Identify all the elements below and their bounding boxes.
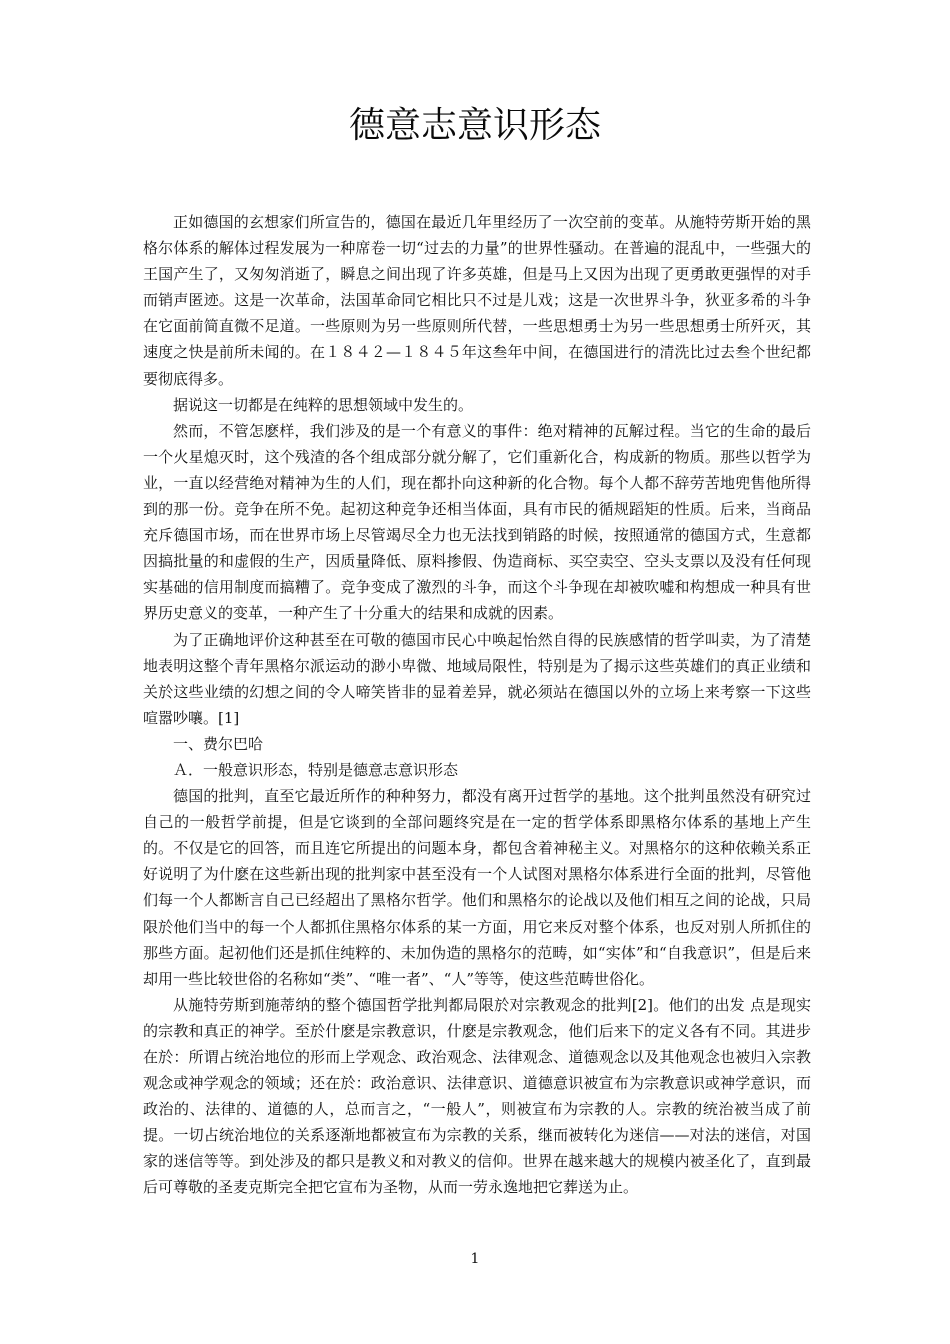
page-number: 1 [470, 1251, 480, 1267]
paragraph-intro: 正如德国的玄想家们所宣告的，德国在最近几年里经历了一次空前的变革。从施特劳斯开始的黑格尔体系的解体过程发展为一种席卷一切“过去的力量”的世界性骚动。在普遍的混乱中，一些强大的王国产生了，又匆匆消逝了，瞬息之间出现了许多英雄，但是马上又因为出现了更勇敢更强悍的对手而销声匿迹。这是一次革命，法国革命同它相比只不过是儿戏；这是一次世界斗争，狄亚多希的斗争在它面前简直微不足道。一些原则为另一些原则所代替，一些思想勇士为另一些思想勇士所歼灭，其速度之快是前所未闻的。在１８４２—１８４５年这叁年中间，在德国进行的清洗比过去叁个世纪都要彻底得多。 [143, 213, 811, 388]
document-title: 德意志意识形态 [348, 105, 601, 146]
paragraph-german-criticism: 德国的批判，直至它最近所作的种种努力，都没有离开过哲学的基地。这个批判虽然没有研究过自己的一般哲学前提，但是它谈到的全部问题终究是在一定的哲学体系即黑格尔体系的基地上产生的。不仅是它的回答，而且连它所提出的问题本身，都包含着神秘主义。对黑格尔的这种依赖关系正好说明了为什麽在这些新出现的批判家中甚至没有一个人试图对黑格尔体系进行全面的批判，尽管他们每一个人都断言自己已经超出了黑格尔哲学。他们和黑格尔的论战以及他们相互之间的论战，只局限於他们当中的每一个人都抓住黑格尔体系的某一方面，用它来反对整个体系，也反对别人所抓住的那些方面。起初他们还是抓住纯粹的、未加伪造的黑格尔的范畴，如“实体”和“自我意识”，但是后来却用一些比较世俗的名称如“类”、“唯一者”、“人”等等，使这些范畴世俗化。 [143, 787, 811, 988]
subsection-heading-ideology: Ａ．一般意识形态，特别是德意志意识形态 [173, 760, 459, 779]
paragraph-religious-critique: 从施特劳斯到施蒂纳的整个德国哲学批判都局限於对宗教观念的批判[2]。他们的出发 点是现实的宗教和真正的神学。至於什麽是宗教意识，什麽是宗教观念，他们后来下的定义各有不同。其进步在於：所谓占统治地位的形而上学观念、政治观念、法律观念、道德观念以及其他观念也被归入宗教观念或神学观念的领域；还在於：政治意识、法律意识、道德意识被宣布为宗教意识或神学意识，而政治的、法律的、道德的人，总而言之，“一般人”，则被宣布为宗教的人。宗教的统治被当成了前提。一切占统治地位的关系逐渐地都被宣布为宗教的关系，继而被转化为迷信——对法的迷信，对国家的迷信等等。到处涉及的都只是教义和对教义的信仰。世界在越来越大的规模内被圣化了，直到最后可尊敬的圣麦克斯完全把它宣布为圣物，从而一劳永逸地把它葬送为止。 [143, 995, 811, 1197]
section-heading-feuerbach: 一、费尔巴哈 [173, 734, 264, 753]
paragraph-evaluation: 为了正确地评价这种甚至在可敬的德国市民心中唤起怡然自得的民族感情的哲学叫卖，为了清楚地表明这整个青年黑格尔派运动的渺小卑微、地域局限性，特别是为了揭示这些英雄们的真正业绩和关於这些业绩的幻想之间的令人啼笑皆非的显着差异，就必须站在德国以外的立场上来考察一下这些喧嚣吵嚷。[1] [143, 630, 811, 727]
paragraph-absolute-spirit: 然而，不管怎麽样，我们涉及的是一个有意义的事件：绝对精神的瓦解过程。当它的生命的最后一个火星熄灭时，这个残渣的各个组成部分就分解了，它们重新化合，构成新的物质。那些以哲学为业，一直以经营绝对精神为生的人们，现在都扑向这种新的化合物。每个人都不辞劳苦地兜售他所得到的那一份。竞争在所不免。起初这种竞争还相当体面，具有市民的循规蹈矩的性质。后来，当商品充斥德国市场，而在世界市场上尽管竭尽全力也无法找到销路的时候，按照通常的德国方式，生意都因搞批量的和虚假的生产，因质量降低、原料掺假、伪造商标、买空卖空、空头支票以及没有任何现实基础的信用制度而搞糟了。竞争变成了激烈的斗争，而这个斗争现在却被吹嘘和构想成一种具有世界历史意义的变革，一种产生了十分重大的结果和成就的因素。 [143, 421, 811, 623]
document-body [143, 209, 811, 1201]
paragraph-pure-thought: 据说这一切都是在纯粹的思想领域中发生的。 [173, 395, 474, 414]
